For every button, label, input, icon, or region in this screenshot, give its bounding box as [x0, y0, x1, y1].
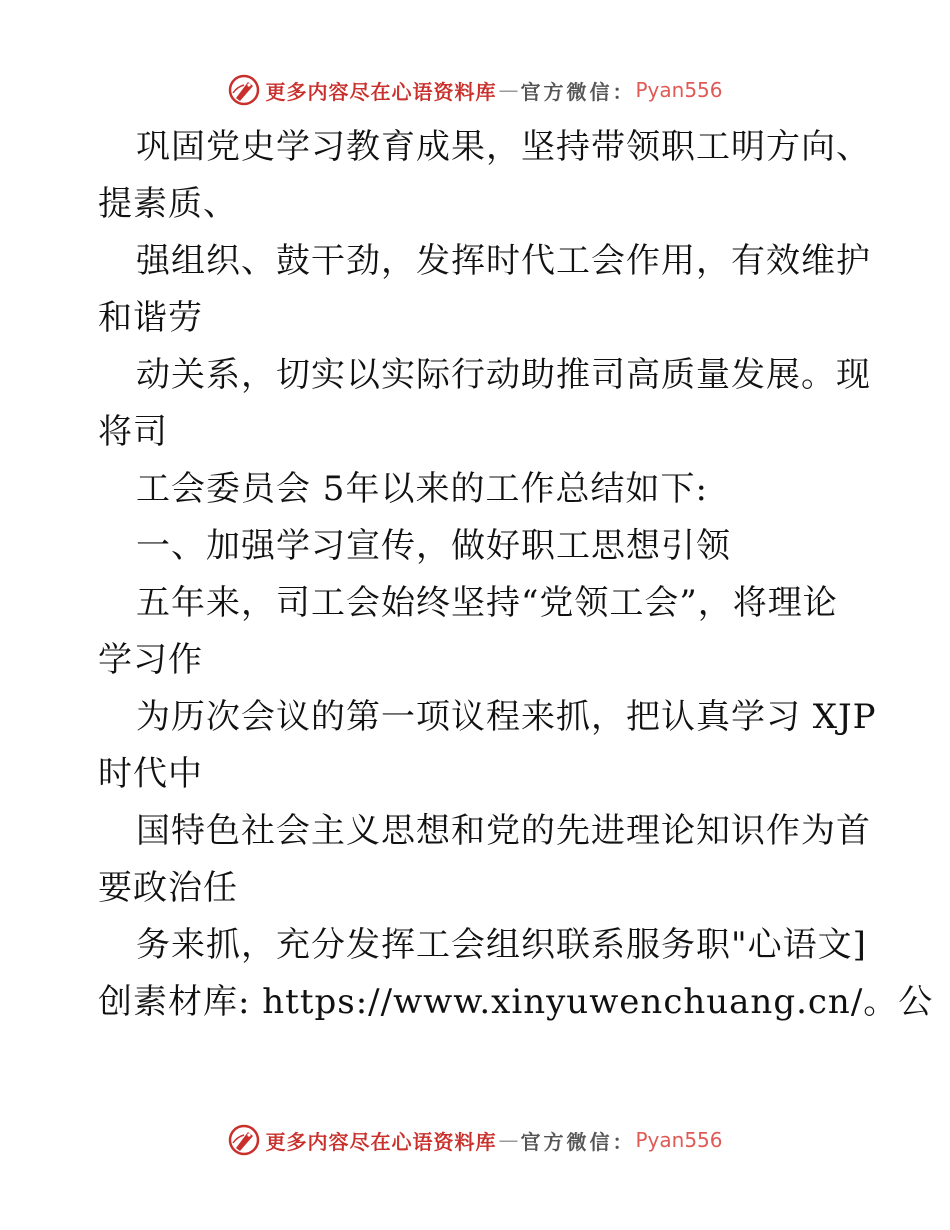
document-line: 为历次会议的第一项议程来抓，把认真学习 XJP [136, 697, 877, 737]
section-heading: 一、加强学习宣传，做好职工思想引领 [136, 526, 731, 566]
document-line: 巩固党史学习教育成果，坚持带领职工明方向、 [136, 127, 871, 167]
document-line: 动关系，切实以实际行动助推司高质量发展。现 [136, 355, 871, 395]
banner-separator: — [498, 78, 519, 102]
document-line: 务来抓，充分发挥工会组织联系服务职"心语文] [136, 925, 867, 965]
banner-wechat-label: 官方微信： [520, 1129, 636, 1154]
document-line: 学习作 [98, 640, 203, 680]
pen-nib-logo-icon [227, 1123, 261, 1157]
document-line: 时代中 [98, 754, 203, 794]
banner-wechat-label: 官方微信： [520, 79, 636, 104]
banner-wechat-id: Pyan556 [635, 78, 723, 102]
footer-banner [0, 1120, 950, 1160]
document-line: 提素质、 [98, 184, 238, 224]
document-line-url: 创素材库: https://www.xinyuwenchuang.cn/。公 [98, 982, 934, 1022]
document-line: 强组织、鼓干劲，发挥时代工会作用，有效维护 [136, 241, 871, 281]
banner-separator: — [498, 1128, 519, 1152]
pen-nib-logo-icon [227, 73, 261, 107]
document-line: 五年来，司工会始终坚持“党领工会”，将理论 [136, 583, 838, 623]
document-body [98, 119, 934, 1031]
banner-wechat-id: Pyan556 [635, 1128, 723, 1152]
banner-brand-text: 更多内容尽在心语资料库 [265, 1129, 497, 1154]
document-line: 将司 [98, 412, 168, 452]
document-line: 国特色社会主义思想和党的先进理论知识作为首 [136, 811, 871, 851]
header-banner [0, 70, 950, 110]
document-line: 要政治任 [98, 868, 238, 908]
banner-brand-text: 更多内容尽在心语资料库 [265, 79, 497, 104]
document-line: 和谐劳 [98, 298, 203, 338]
document-line: 工会委员会 5年以来的工作总结如下: [136, 469, 708, 509]
